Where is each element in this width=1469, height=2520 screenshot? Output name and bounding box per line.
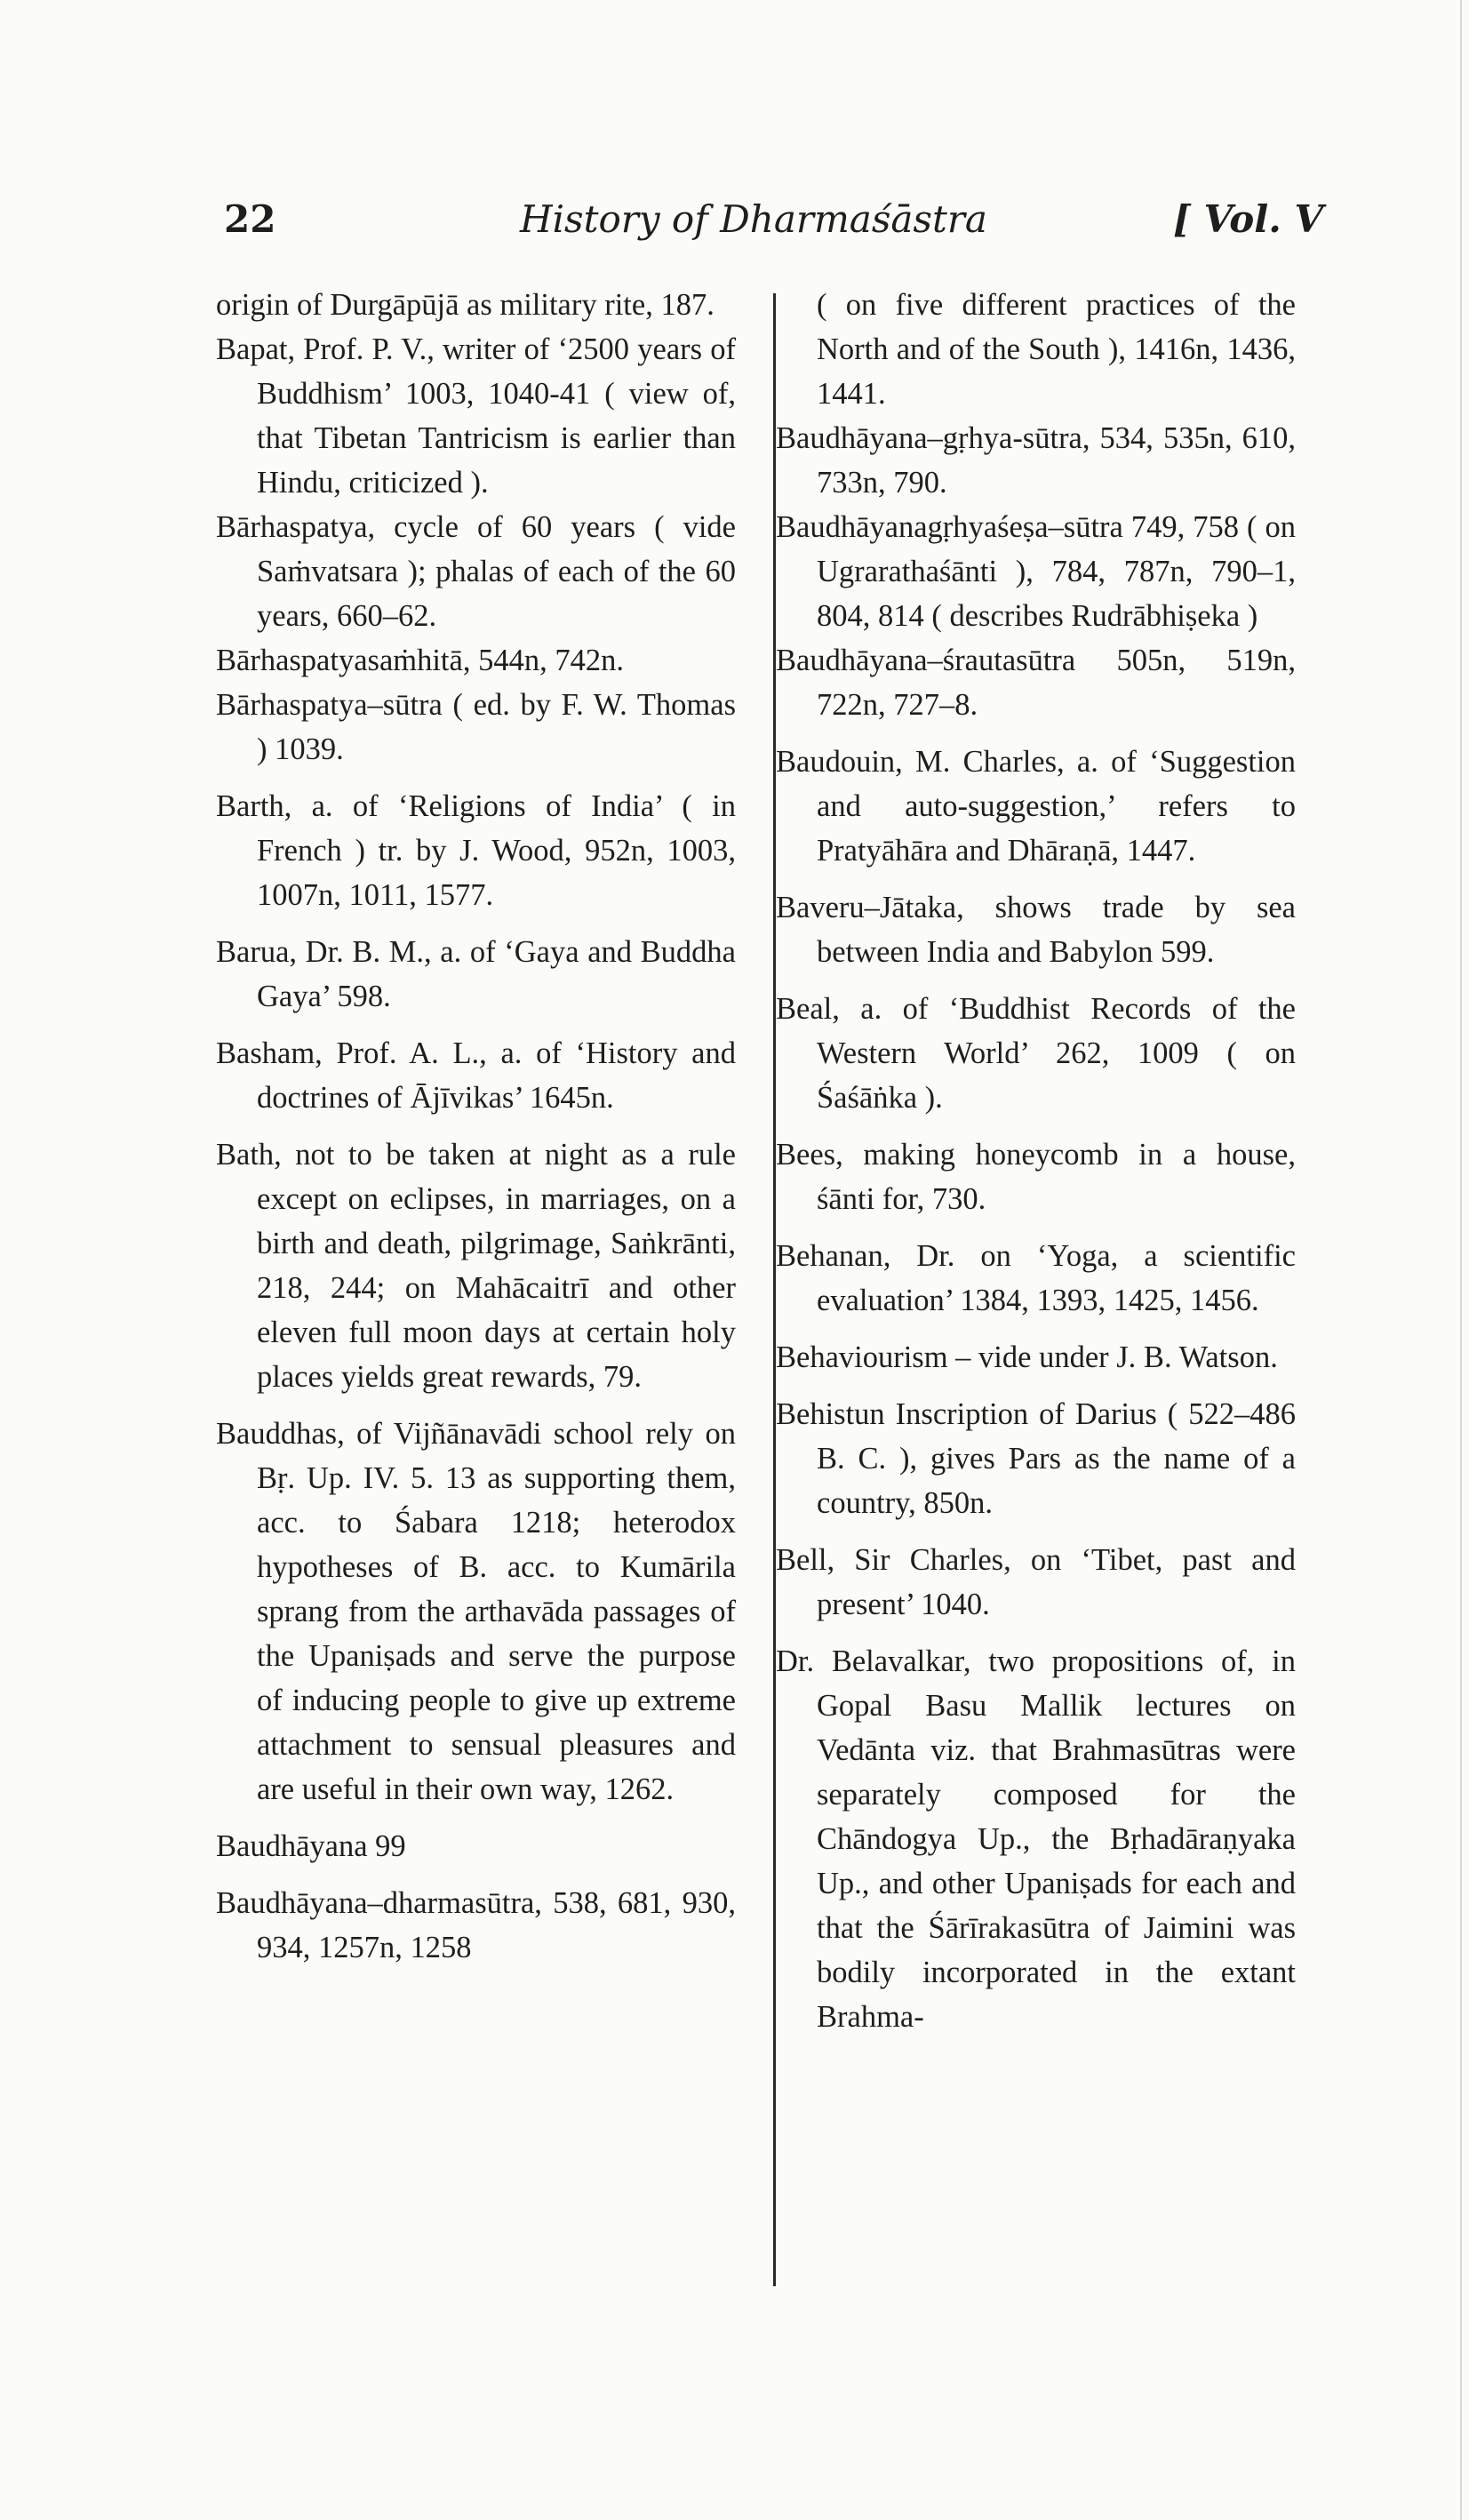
index-entry: Beal, a. of ‘Buddhist Records of the Western World’ 262, 1009 ( on Śaśāṅka ).	[776, 992, 1296, 1115]
index-entry: Baudhāyana–śrautasūtra 505n, 519n, 722n, 727–8.	[776, 644, 1296, 722]
left-column	[216, 283, 736, 1970]
index-entry: Behistun Inscription of Darius ( 522–486 B. C. ), gives Pars as the name of a country, 850n.	[776, 1397, 1296, 1520]
index-entry: Bapat, Prof. P. V., writer of ‘2500 years of Buddhism’ 1003, 1040-41 ( view of, that Tibetan Tantricism is earlier than Hindu, criticized ).	[216, 332, 736, 500]
volume-label: [ Vol. V	[1173, 197, 1324, 241]
index-entry: Baveru–Jātaka, shows trade by sea between India and Babylon 599.	[776, 891, 1296, 969]
index-entry: Behaviourism – vide under J. B. Watson.	[776, 1340, 1278, 1374]
running-title: History of Dharmaśāstra	[520, 197, 987, 241]
index-entry: Basham, Prof. A. L., a. of ‘History and doctrines of Ājīvikas’ 1645n.	[216, 1036, 736, 1115]
index-entry: Bauddhas, of Vijñānavādi school rely on Bṛ. Up. IV. 5. 13 as supporting them, acc. to Śabara 1218; heterodox hypotheses of B. acc. to Kumārila sprang from the arthavāda passages of the Upaniṣads and serve the purpose of inducing people to give up extreme attachment to sensual pleasures and are useful in their own way, 1262.	[216, 1417, 736, 1806]
right-column	[776, 283, 1296, 2039]
index-entry: origin of Durgāpūjā as military rite, 187.	[216, 288, 715, 322]
index-entry: Bell, Sir Charles, on ‘Tibet, past and present’ 1040.	[776, 1543, 1296, 1621]
index-entry: Barth, a. of ‘Religions of India’ ( in French ) tr. by J. Wood, 952n, 1003, 1007n, 1011, 1577.	[216, 789, 736, 912]
index-entry: Dr. Belavalkar, two propositions of, in Gopal Basu Mallik lectures on Vedānta viz. that Brahmasūtras were separately composed for the Chāndogya Up., the Bṛhadāraṇyaka Up., and other Upaniṣads for each and that the Śārīrakasūtra of Jaimini was bodily incorporated in the extant Brahma-	[776, 1644, 1296, 2034]
index-entry: Bārhaspatyasaṁhitā, 544n, 742n.	[216, 644, 624, 677]
index-entry: Bārhaspatya–sūtra ( ed. by F. W. Thomas ) 1039.	[216, 688, 736, 766]
page-header	[0, 197, 1469, 251]
index-entry: Behanan, Dr. on ‘Yoga, a scientific evaluation’ 1384, 1393, 1425, 1456.	[776, 1239, 1296, 1317]
index-entry: Bārhaspatya, cycle of 60 years ( vide Saṁvatsara ); phalas of each of the 60 years, 660–62.	[216, 510, 736, 633]
index-entry: Bees, making honeycomb in a house, śānti for, 730.	[776, 1138, 1296, 1216]
index-entry: Baudhāyana–gṛhya-sūtra, 534, 535n, 610, 733n, 790.	[776, 421, 1296, 500]
index-entry: Baudhāyanagṛhyaśeṣa–sūtra 749, 758 ( on Ugrarathaśānti ), 784, 787n, 790–1, 804, 814 ( describes Rudrābhiṣeka )	[776, 510, 1296, 633]
page-number: 22	[224, 197, 276, 241]
index-entry-continuation: ( on five different practices of the North and of the South ), 1416n, 1436, 1441.	[817, 288, 1296, 411]
index-entry: Baudhāyana 99	[216, 1829, 406, 1863]
index-entry: Barua, Dr. B. M., a. of ‘Gaya and Buddha Gaya’ 598.	[216, 935, 736, 1013]
page-edge-line	[1460, 0, 1462, 2520]
index-entry: Baudhāyana–dharmasūtra, 538, 681, 930, 934, 1257n, 1258	[216, 1886, 736, 1964]
index-entry: Baudouin, M. Charles, a. of ‘Suggestion and auto-suggestion,’ refers to Pratyāhāra and Dhāraṇā, 1447.	[776, 745, 1296, 868]
index-entry: Bath, not to be taken at night as a rule except on eclipses, in marriages, on a birth and death, pilgrimage, Saṅkrānti, 218, 244; on Mahācaitrī and other eleven full moon days at certain holy places yields great rewards, 79.	[216, 1138, 736, 1394]
